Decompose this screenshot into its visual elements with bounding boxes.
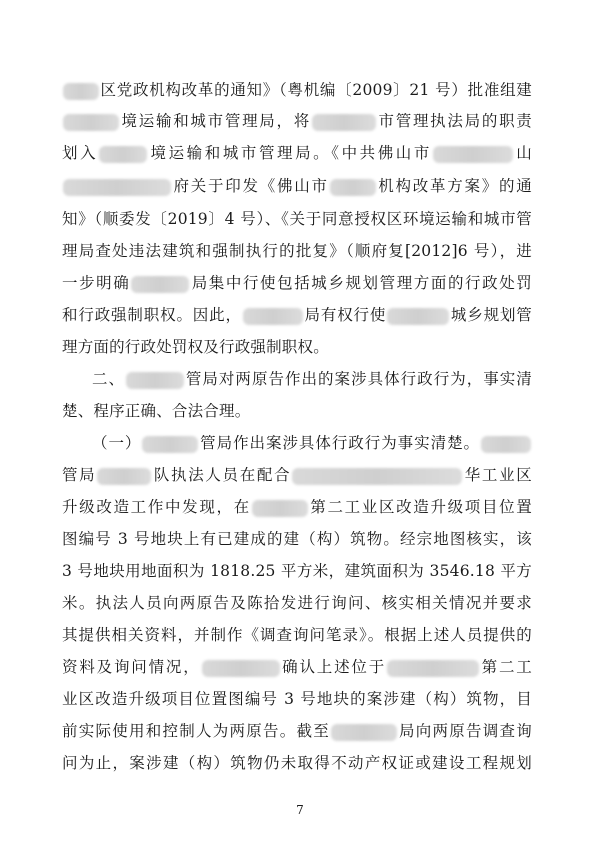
- redaction-blur: [387, 660, 479, 677]
- redaction-blur: [312, 114, 376, 131]
- redaction-blur: [131, 276, 189, 293]
- redaction-blur: [202, 660, 280, 677]
- redaction-blur: [292, 468, 462, 485]
- redaction-blur: [63, 83, 99, 100]
- text-line-10: 二、 管局对两原告作出的案涉具体行政行为，事实清: [92, 370, 532, 388]
- text-line-11: 楚、程序正确、合法合理。: [62, 402, 251, 420]
- text-line-20: 业区改造升级项目位置图编号 3 号地块的案涉建（构）筑物，目: [62, 690, 532, 708]
- text-line-3: 划入 境运输和城市管理局。《中共佛山市 山: [62, 144, 533, 162]
- redaction-blur: [433, 146, 513, 163]
- text-line-2: 境运输和城市管理局，将 市管理执法局的职责: [62, 111, 532, 131]
- text-line-15: 图编号 3 号地块上有已建成的建（构）筑物。经宗地图核实，该: [62, 530, 532, 548]
- text-line-16: 3 号地块用地面积为 1818.25 平方米，建筑面积为 3546.18 平方: [62, 562, 532, 580]
- redaction-blur: [481, 436, 531, 453]
- redaction-blur: [99, 146, 147, 163]
- text-line-9: 理方面的行政处罚权及行政强制职权。: [62, 338, 329, 356]
- redaction-blur: [126, 372, 184, 389]
- text-line-19: 资料及询问情况， 确认上述位于 第二工: [62, 658, 532, 676]
- text-line-12: （一） 管局作出案涉具体行政行为事实清楚。: [92, 433, 532, 453]
- redaction-blur: [330, 179, 376, 196]
- redaction-blur: [63, 114, 119, 131]
- text-line-8: 和行政强制职权。因此， 局有权行使 城乡规划管: [62, 306, 532, 324]
- text-line-18: 其提供相关资料，并制作《调查询问笔录》。根据上述人员提供的: [62, 626, 532, 644]
- redaction-blur: [142, 436, 198, 453]
- text-line-1: 区党政机构改革的通知》（粤机编〔2009〕21 号）批准组建: [62, 80, 532, 100]
- redaction-blur: [331, 724, 397, 741]
- redaction-blur: [63, 179, 171, 196]
- redaction-blur: [252, 500, 308, 517]
- text-line-7: 一步明确 局集中行使包括城乡规划管理方面的行政处罚: [62, 274, 532, 292]
- text-line-21: 前实际使用和控制人为两原告。截至 局向两原告调查询: [62, 722, 532, 740]
- text-line-22: 问为止，案涉建（构）筑物仍未取得不动产权证或建设工程规划: [62, 754, 532, 772]
- text-line-4: 府关于印发《佛山市 机构改革方案》的通: [62, 176, 532, 196]
- redaction-blur: [243, 308, 303, 325]
- text-line-14: 升级改造工作中发现，在 第二工业区改造升级项目位置: [62, 498, 533, 516]
- page-number: 7: [296, 803, 304, 817]
- text-line-17: 米。执法人员向两原告及陈拾发进行询问、核实相关情况并要求: [62, 594, 532, 612]
- text-line-6: 理局查处违法建筑和强制执行的批复》（顺府复[2012]6 号），进: [62, 242, 532, 260]
- redaction-blur: [97, 468, 151, 485]
- redaction-blur: [387, 308, 449, 325]
- text-line-13: 管局 队执法人员在配合 华工业区: [62, 466, 532, 484]
- text-line-5: 知》（顺委发〔2019〕4 号）、《关于同意授权区环境运输和城市管: [62, 210, 532, 228]
